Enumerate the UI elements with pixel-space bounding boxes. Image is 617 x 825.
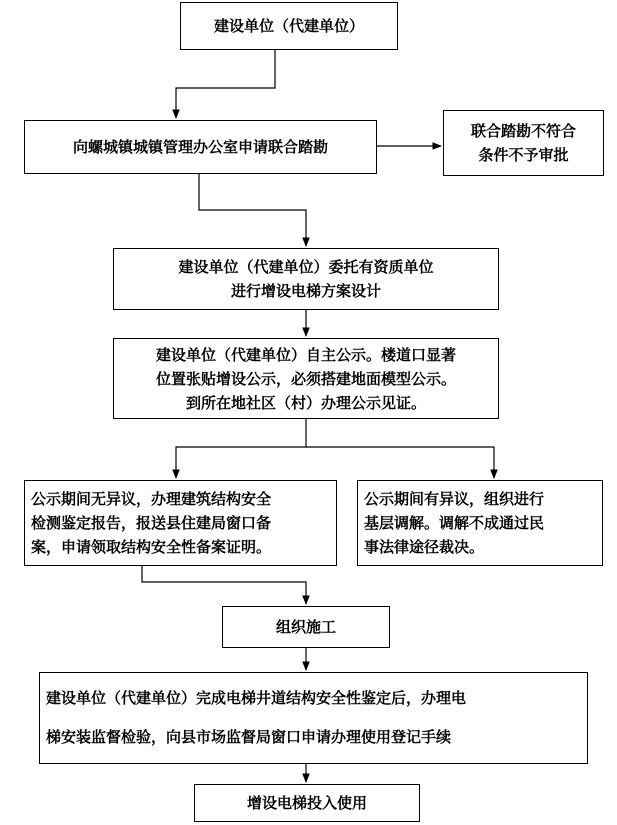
- arrow-publicity-branch: [176, 419, 306, 478]
- arrow-publicity-branch-right: [306, 447, 494, 478]
- node-registration: 建设单位（代建单位）完成电梯井道结构安全性鉴定后，办理电 梯安装监督检验，向县市场监督局窗口申请办理使用登记手续: [39, 672, 588, 764]
- node-apply-inspection: 向螺城镇城镇管理办公室申请联合踏勘: [24, 120, 377, 174]
- node-design: 建设单位（代建单位）委托有资质单位 进行增设电梯方案设计: [113, 248, 499, 310]
- node-finish: 增设电梯投入使用: [194, 784, 420, 822]
- node-objection: 公示期间有异议，组织进行 基层调解。调解不成通过民 事法律途径裁决。: [357, 480, 603, 566]
- node-publicity: 建设单位（代建单位）自主公示。楼道口显著 位置张贴增设公示，必须搭建地面模型公示。 到所在地社区（村）办理公示见证。: [113, 338, 499, 419]
- arrow-apply-to-design: [199, 174, 306, 246]
- arrow-noobjection-to-construction: [142, 566, 306, 604]
- node-reject: 联合踏勘不符合 条件不予审批: [443, 110, 604, 176]
- node-start: 建设单位（代建单位）: [180, 2, 398, 50]
- node-no-objection: 公示期间无异议，办理建筑结构安全 检测鉴定报告，报送县住建局窗口备 案，申请领取结构安全性备案证明。: [24, 480, 337, 566]
- node-construction: 组织施工: [222, 606, 390, 648]
- arrow-start-to-apply: [176, 50, 275, 118]
